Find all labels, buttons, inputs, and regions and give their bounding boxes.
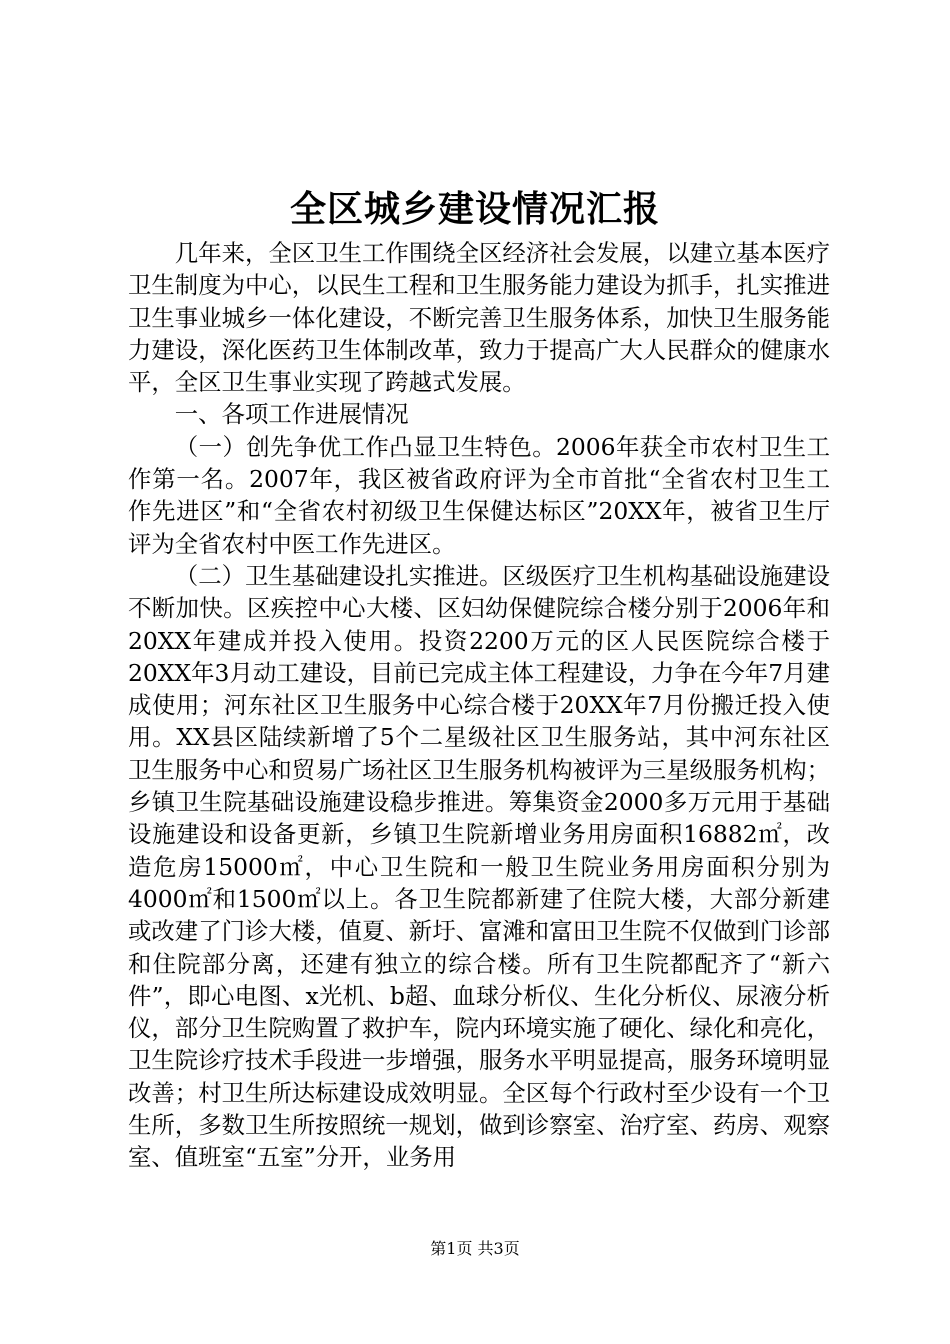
document-title: 全区城乡建设情况汇报 — [289, 188, 660, 230]
paragraph-section-1: （一）创先争优工作凸显卫生特色。2006年获全市农村卫生工作第一名。2007年，我区被省政府评为全市首批“全省农村卫生工作先进区”和“全省农村初级卫生保健达标区”20XX年，被省卫生厅评为全省农村中医工作先进区。 — [128, 432, 830, 558]
section-heading: 一、各项工作进展情况 — [174, 400, 409, 429]
page-number-footer: 第1页 共3页 — [430, 1239, 520, 1258]
paragraph-section-2: （二）卫生基础建设扎实推进。区级医疗卫生机构基础设施建设不断加快。区疾控中心大楼、区妇幼保健院综合楼分别于2006年和20XX年建成并投入使用。投资2200万元的区人民医院综合楼于20XX年3月动工建设，目前已完成主体工程建设，力争在今年7月建成使用；河东社区卫生服务中心综合楼于20XX年7月份搬迁投入使用。XX县区陆续新增了5个二星级社区卫生服务站，其中河东社区卫生服务中心和贸易广场社区卫生服务机构被评为三星级服务机构；乡镇卫生院基础设施建设稳步推进。筹集资金2000多万元用于基础设施建设和设备更新，乡镇卫生院新增业务用房面积16882㎡，改造危房15000㎡，中心卫生院和一般卫生院业务用房面积分别为4000㎡和1500㎡以上。各卫生院都新建了住院大楼，大部分新建或改建了门诊大楼，值夏、新圩、富滩和富田卫生院不仅做到门诊部和住院部分离，还建有独立的综合楼。所有卫生院都配齐了“新六件”，即心电图、x光机、b超、血球分析仪、生化分析仪、尿液分析仪，部分卫生院购置了救护车，院内环境实施了硬化、绿化和亮化，卫生院诊疗技术手段进一步增强，服务水平明显提高，服务环境明显改善；村卫生所达标建设成效明显。全区每个行政村至少设有一个卫生所，多数卫生所按照统一规划，做到诊察室、治疗室、药房、观察室、值班室“五室”分开，业务用 — [128, 561, 830, 1172]
document-body — [128, 237, 830, 1174]
paragraph-intro: 几年来，全区卫生工作围绕全区经济社会发展，以建立基本医疗卫生制度为中心，以民生工程和卫生服务能力建设为抓手，扎实推进卫生事业城乡一体化建设，不断完善卫生服务体系，加快卫生服务能力建设，深化医药卫生体制改革，致力于提高广大人民群众的健康水平，全区卫生事业实现了跨越式发展。 — [128, 239, 830, 397]
